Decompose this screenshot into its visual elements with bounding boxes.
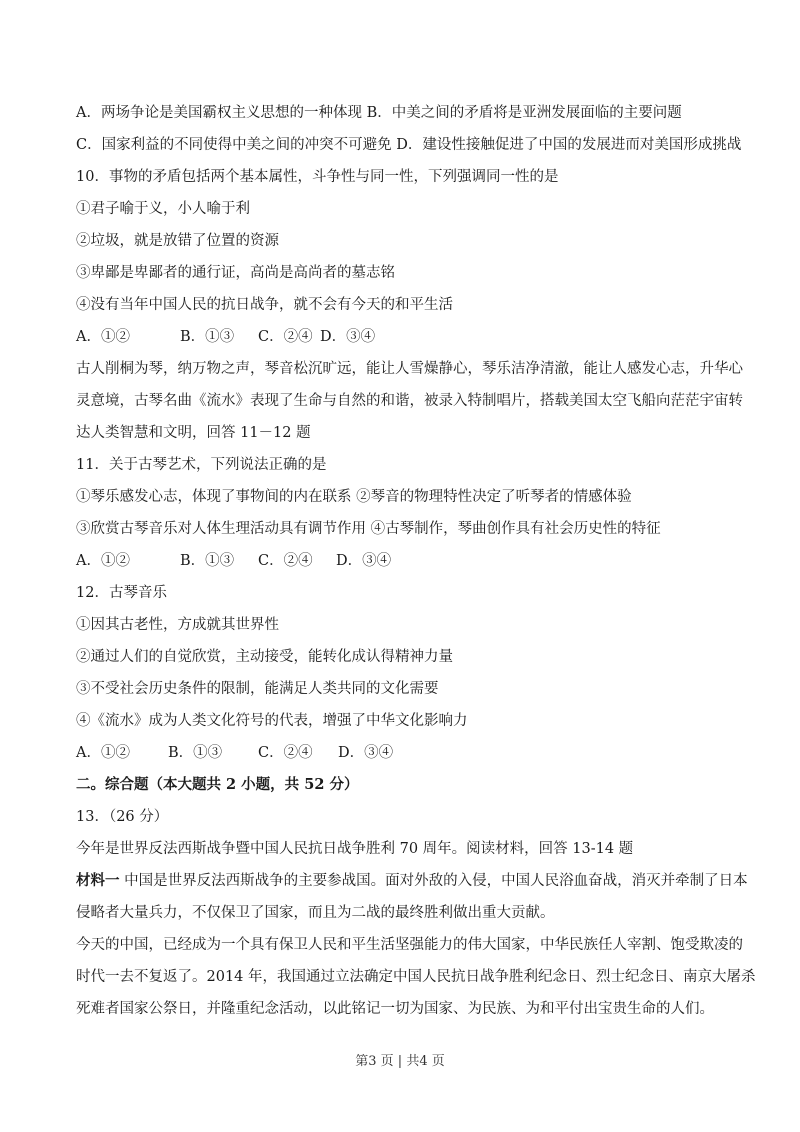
passage-line-2: 灵意境，古琴名曲《流水》表现了生命与自然的和谐，被录入特制唱片，搭载美国太空飞船向茫茫宇宙转: [76, 393, 743, 409]
q12-item-3: ③不受社会历史条件的限制，能满足人类共同的文化需要: [76, 681, 439, 697]
q10-option-a[interactable]: A．①②: [76, 329, 130, 345]
question-13: 13．（26 分）: [76, 809, 169, 825]
q11-option-b[interactable]: B．①③: [180, 553, 235, 569]
q9-options-ab: A．两场争论是美国霸权主义思想的一种体现 B．中美之间的矛盾将是亚洲发展面临的主要问题: [76, 105, 682, 121]
q12-option-a[interactable]: A．①②: [76, 745, 130, 761]
material-1-line-4: 时代一去不复返了。2014 年，我国通过立法确定中国人民抗日战争胜利纪念日、烈士纪念日、南京大屠杀: [76, 969, 756, 985]
q12-item-4: ④《流水》成为人类文化符号的代表，增强了中华文化影响力: [76, 713, 468, 729]
q10-item-2: ②垃圾，就是放错了位置的资源: [76, 233, 279, 249]
q12-option-c[interactable]: C．②④: [258, 745, 313, 761]
q10-option-b[interactable]: B．①③: [180, 329, 235, 345]
q10-option-d[interactable]: D．③④: [320, 329, 376, 345]
question-11: 11．关于古琴艺术，下列说法正确的是: [76, 457, 327, 473]
q10-option-c[interactable]: C．②④: [258, 329, 313, 345]
q11-option-d[interactable]: D．③④: [336, 553, 392, 569]
material-1-line-5: 死难者国家公祭日，并隆重纪念活动，以此铭记一切为国家、为民族、为和平付出宝贵生命的人们。: [76, 1001, 714, 1017]
material-1-text: 中国是世界反法西斯战争的主要参战国。面对外敌的入侵，中国人民浴血奋战，消灭并牵制了日本: [119, 873, 748, 889]
q12-item-2: ②通过人们的自觉欣赏，主动接受，能转化成认得精神力量: [76, 649, 453, 665]
q10-item-3: ③卑鄙是卑鄙者的通行证，高尚是高尚者的墓志铭: [76, 265, 395, 281]
q11-option-a[interactable]: A．①②: [76, 553, 130, 569]
material-1-line-1: [76, 871, 748, 891]
q12-options: [76, 743, 736, 763]
q11-items-34: ③欣赏古琴音乐对人体生理活动具有调节作用 ④古琴制作，琴曲创作具有社会历史性的特征: [76, 521, 661, 537]
q12-option-b[interactable]: B．①③: [168, 745, 223, 761]
q12-item-1: ①因其古老性，方成就其世界性: [76, 617, 279, 633]
q10-item-4: ④没有当年中国人民的抗日战争，就不会有今天的和平生活: [76, 297, 453, 313]
passage-line-1: 古人削桐为琴，纳万物之声，琴音松沉旷远，能让人雪燥静心，琴乐洁净清澈，能让人感发心志，升华心: [76, 361, 743, 377]
q12-option-d[interactable]: D．③④: [338, 745, 394, 761]
q11-options: [76, 551, 736, 571]
material-1-line-2: 侵略者大量兵力，不仅保卫了国家，而且为二战的最终胜利做出重大贡献。: [76, 905, 555, 921]
q11-option-c[interactable]: C．②④: [258, 553, 313, 569]
page-footer: 第3 页 | 共4 页: [355, 1054, 445, 1069]
passage-line-3: 达人类智慧和文明，回答 11－12 题: [76, 425, 311, 441]
q9-options-cd: C．国家利益的不同使得中美之间的冲突不可避免 D．建设性接触促进了中国的发展进而对美国形成挑战: [76, 137, 742, 153]
question-12: 12．古琴音乐: [76, 585, 167, 601]
q10-item-1: ①君子喻于义，小人喻于利: [76, 201, 250, 217]
q11-items-12: ①琴乐感发心志，体现了事物间的内在联系 ②琴音的物理特性决定了听琴者的情感体验: [76, 489, 632, 505]
material-1-line-3: 今天的中国，已经成为一个具有保卫人民和平生活坚强能力的伟大国家，中华民族任人宰割、饱受欺凌的: [76, 937, 743, 953]
material-1-label: 材料一: [76, 872, 120, 889]
q10-options: [76, 327, 736, 347]
q13-intro: 今年是世界反法西斯战争暨中国人民抗日战争胜利 70 周年。阅读材料，回答 13-14 题: [76, 841, 634, 857]
section-heading: 二。综合题（本大题共 2 小题，共 52 分）: [76, 776, 359, 793]
question-10: 10．事物的矛盾包括两个基本属性，斗争性与同一性，下列强调同一性的是: [76, 169, 559, 185]
